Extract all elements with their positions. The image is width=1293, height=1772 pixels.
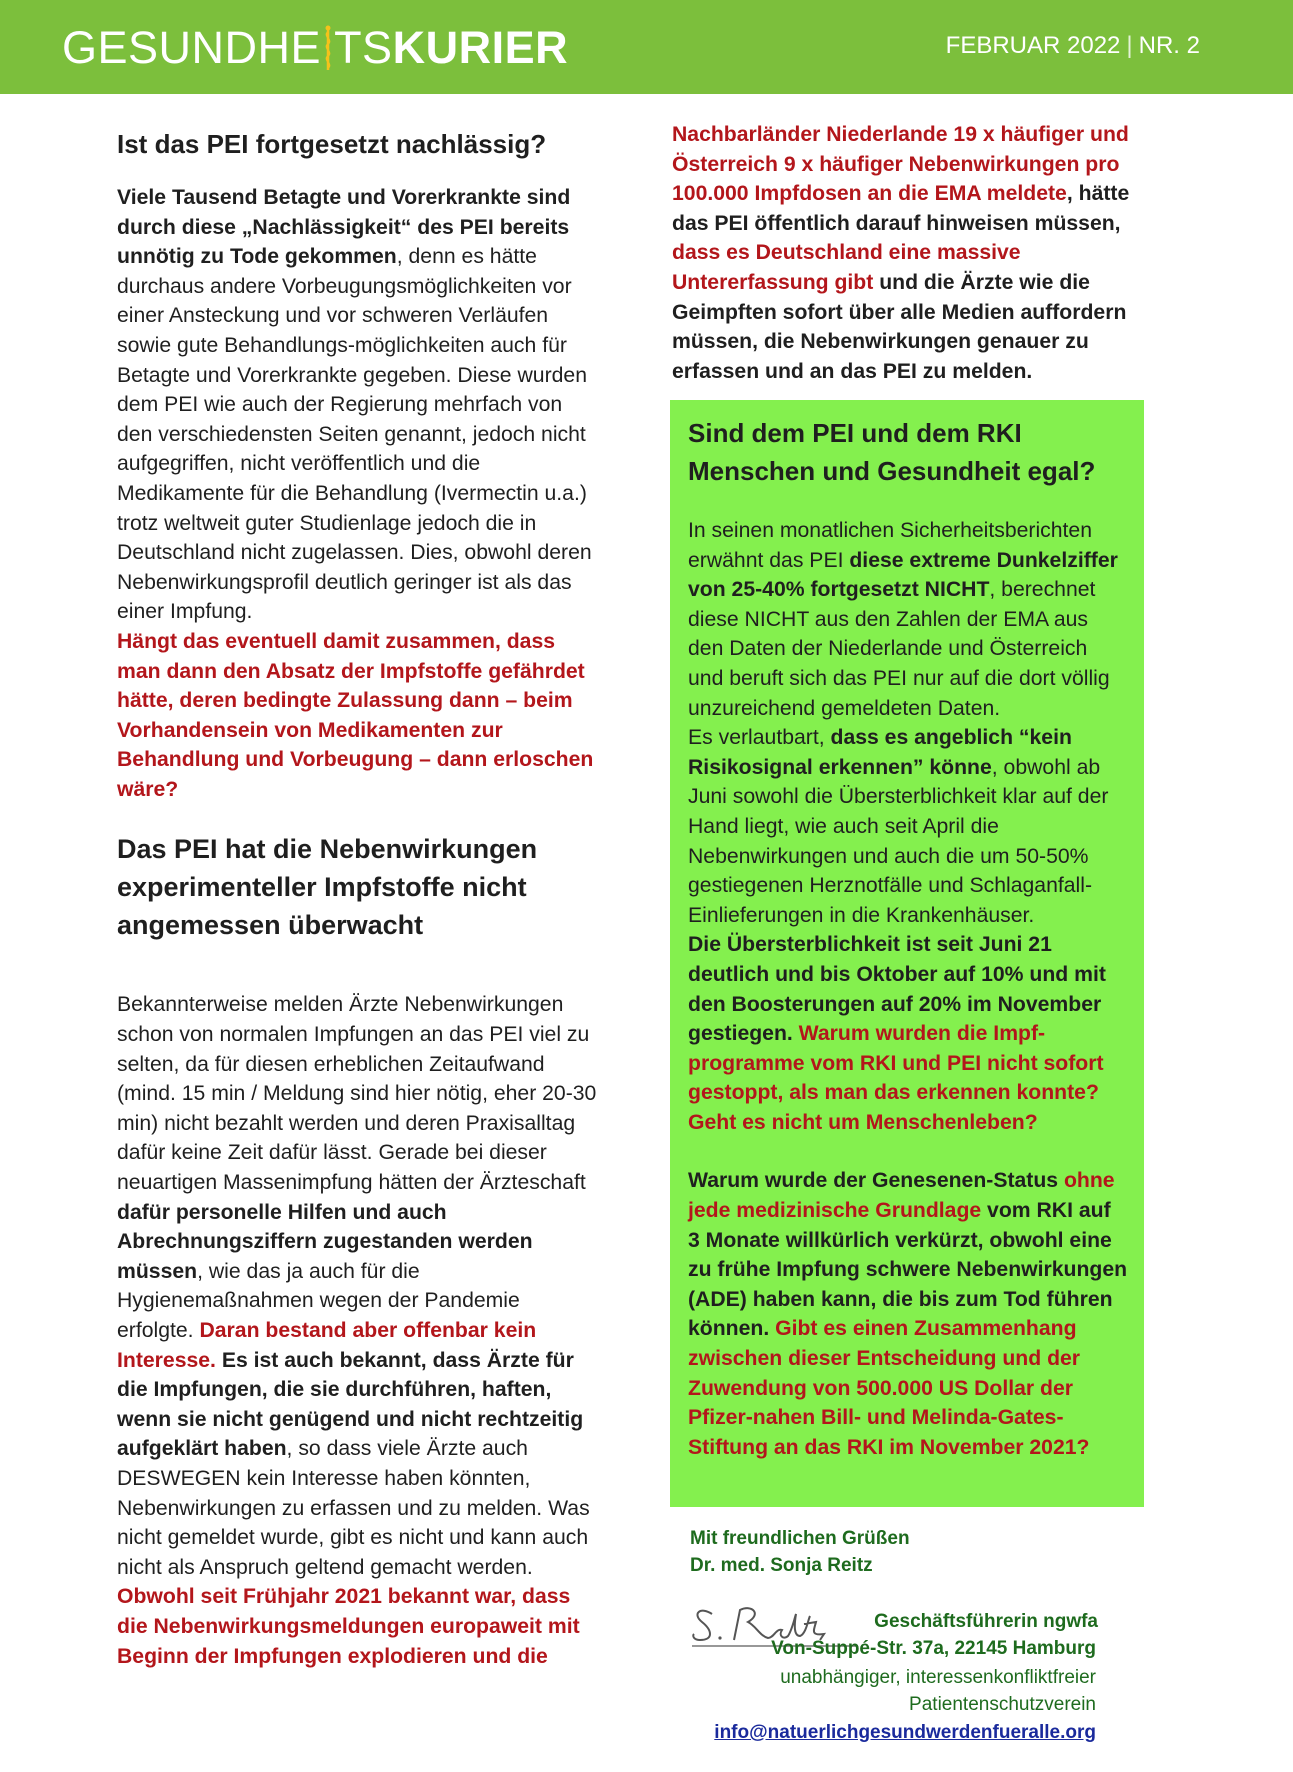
highlight-box xyxy=(670,400,1144,1507)
organisation-line-1: unabhängiger, interessenkonfliktfreier xyxy=(780,1667,1096,1688)
issue-date: FEBRUAR 2022 xyxy=(945,32,1121,59)
box-paragraph-risk-signal: Es verlautbart, dass es angeblich “kein Risikosignal erkennen” könne, obwohl ab Juni sowohl die Übersterblichkeit klar auf der Hand liegt, wie auch seit April die Nebenwirkungen und auch die um 50-50% gestiegenen Herznotfälle und Schlaganfall-Einlieferungen in die Krankenhäuser. xyxy=(688,726,1109,927)
organisation-line-2: Patientenschutzverein xyxy=(909,1694,1096,1715)
right-column xyxy=(672,120,1147,386)
greeting: Mit freundlichen Grüßen xyxy=(690,1528,910,1549)
masthead xyxy=(0,0,1293,94)
email-link[interactable]: info@natuerlichgesundwerdenfueralle.org xyxy=(714,1722,1096,1743)
caduceus-icon xyxy=(323,24,333,72)
postal-address: Von-Suppé-Str. 37a, 22145 Hamburg xyxy=(771,1638,1096,1659)
author-role: Geschäftsführerin ngwfa xyxy=(874,1611,1098,1632)
box-paragraph-reports: In seinen monatlichen Sicherheitsberichten erwähnt das PEI diese extreme Dunkelziffer von 25-40% fortgesetzt NICHT, berechnet diese NICHT aus den Zahlen der EMA aus den Daten der Niederlande und Österreich und beruft sich das PEI nur auf die dort völlig unzureichend gemeldeten Daten. xyxy=(688,519,1118,720)
issue-number: NR. 2 xyxy=(1138,32,1200,59)
paragraph-doctors: Bekannterweise melden Ärzte Nebenwirkungen schon von normalen Impfungen an das PEI viel zu selten, da für diesen erheblichen Zeitaufwand (mind. 15 min / Meldung sind hier nötig, eher 20-30 min) nicht bezahlt werden und deren Praxisalltag dafür keine Zeit dafür lässt. Gerade bei dieser neuartigen Massenimpfung hätten der Ärzteschaft dafür personelle Hilfen und auch Abrechnungsziffern zugestanden werden müssen, wie das ja auch für die Hygienemaßnahmen wegen der Pandemie erfolgte. Daran bestand aber offenbar kein Interesse. Es ist auch bekannt, dass Ärzte für die Impfungen, die sie durchführen, haften, wenn sie nicht genügend und nicht rechtzeitig aufgeklärt haben, so dass viele Ärzte auch DESWEGEN kein Interesse haben könnten, Nebenwirkungen zu erfassen und zu melden. Was nicht gemeldet wurde, gibt es nicht und kann auch nicht als Anspruch geltend gemacht werden. xyxy=(117,993,597,1579)
newsletter-logo: GESUNDHE TSKURIER xyxy=(62,18,568,78)
box-paragraph-excess-mortality: Die Übersterblichkeit ist seit Juni 21 deutlich und bis Oktober auf 10% und mit den Boosterungen auf 20% im November gestiegen. Warum wurden die Impf-programme vom RKI und PEI nicht sofort gestoppt, als man das erkennen konnte? Geht es nicht um Menschenleben? xyxy=(688,933,1106,1134)
paragraph-negligence: Viele Tausend Betagte und Vorerkrankte sind durch diese „Nachlässigkeit“ des PEI bereits unnötig zu Tode gekommen, denn es hätte durchaus andere Vorbeugungsmöglichkeiten vor einer Ansteckung und vor schweren Verläufen sowie gute Behandlungs-möglichkeiten auch für Betagte und Vorerkrankte gegeben. Diese wurden dem PEI wie auch der Regierung mehrfach von den verschiedensten Seiten genannt, jedoch nicht aufgegriffen, nicht veröffentlich und die Medikamente für die Behandlung (Ivermectin u.a.) trotz weltweit guter Studienlage jedoch die in Deutschland nicht zugelassen. Dies, obwohl deren Nebenwirkungsprofil deutlich geringer ist als das einer Impfung. xyxy=(117,186,592,624)
box-paragraph-recovered-status: Warum wurde der Genesenen-Status ohne jede medizinische Grundlage vom RKI auf 3 Monate willkürlich verkürzt, obwohl eine zu frühe Impfung schwere Nebenwirkungen (ADE) haben kann, die bis zum Tod führen können. Gibt es einen Zusammenhang zwischen dieser Entscheidung und der Zuwendung von 500.000 US Dollar der Pfizer-nahen Bill- und Melinda-Gates-Stiftung an das RKI im November 2021? xyxy=(688,1169,1128,1459)
paragraph-question-red: Hängt das eventuell damit zusammen, dass man dann den Absatz der Impfstoffe gefährdet hätte, deren bedingte Zulassung dann – beim Vorhandensein von Medikamenten zur Behandlung und Vorbeugung – dann erloschen wäre? xyxy=(117,629,594,801)
paragraph-continued-red: Obwohl seit Frühjahr 2021 bekannt war, dass die Nebenwirkungsmeldungen europaweit mit Beginn der Impfungen explodieren und die xyxy=(117,1585,580,1668)
caduceus-letter xyxy=(321,18,334,78)
issue-separator: | xyxy=(1126,32,1133,59)
left-column xyxy=(117,120,602,1671)
paragraph-neighbors: Nachbarländer Niederlande 19 x häufiger und Österreich 9 x häufiger Nebenwirkungen pro 100.000 Impfdosen an die EMA meldete, hätte das PEI öffentlich darauf hinweisen müssen, dass es Deutschland eine massive Untererfassung gibt und die Ärzte wie die Geimpften sofort über alle Medien auffordern müssen, die Nebenwirkungen genauer zu erfassen und an das PEI zu melden. xyxy=(672,123,1130,383)
closing-block xyxy=(690,1525,910,1579)
author-name: Dr. med. Sonja Reitz xyxy=(690,1555,873,1576)
heading-side-effects: Das PEI hat die Nebenwirkungen experimenteller Impfstoffe nicht angemessen überwacht xyxy=(117,834,538,941)
box-heading: Sind dem PEI und dem RKI Menschen und Gesundheit egal? xyxy=(688,418,1096,486)
heading-pei-negligent: Ist das PEI fortgesetzt nachlässig? xyxy=(117,129,547,159)
issue-info xyxy=(946,32,1200,60)
